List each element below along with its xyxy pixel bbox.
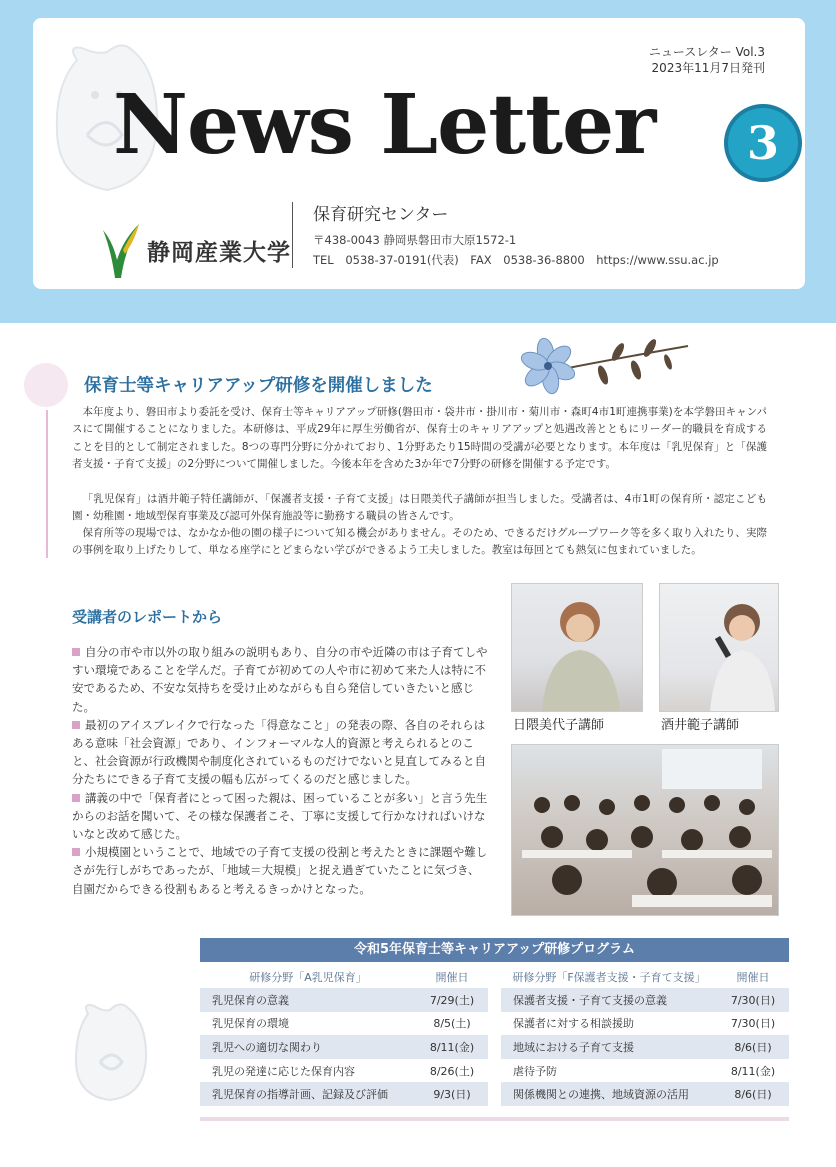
bottom-divider (200, 1117, 789, 1121)
publish-date: 2023年11月7日発刊 (651, 61, 765, 75)
table-row: 乳児への適切な関わり 8/11(金) (200, 1035, 488, 1059)
bullet-icon (72, 794, 80, 802)
program-column-right (501, 966, 789, 1106)
table-header (501, 966, 789, 988)
contact-info: TEL 0538-37-0191(代表) FAX 0538-36-8800 https://www.ssu.ac.jp (313, 253, 719, 267)
reports-heading: 受講者のレポートから (72, 608, 223, 626)
photo-caption-1: 日隈美代子講師 (513, 718, 605, 733)
page-title: News Letter (113, 77, 656, 173)
section-decoration-line (46, 410, 48, 558)
article-heading: 保育士等キャリアアップ研修を開催しました (84, 376, 433, 396)
table-row: 乳児保育の意義 7/29(土) (200, 988, 488, 1012)
article-paragraph-3: 保育所等の現場では、なかなか他の園の様子について知る機会がありません。そのため、できるだけグループワーク等を多く取り入れたり、実際の事例を取り上げたりして、単なる座学にとどまらない学びができるよう工夫しました。教室は毎回とても熱気に包まれていました。 (72, 527, 767, 557)
table-row: 虐待予防 8/11(金) (501, 1059, 789, 1083)
bullet-icon (72, 648, 80, 656)
column-header-field: 研修分野「A乳児保育」 (249, 971, 367, 984)
volume-label: ニュースレター Vol.3 (648, 45, 765, 59)
list-item: 最初のアイスブレイクで行なった「得意なこと」の発表の際、各自のそれらはある意味「社会資源」であり、インフォーマルな人的資源と考えられるとのこと、社会資源が行政機関や制度化されているものだけでないと見直してみると自分たちにできる子育て支援の幅も広がってくるのだと感じました。 (72, 717, 486, 787)
table-row: 乳児保育の指導計画、記録及び評価 9/3(日) (200, 1082, 488, 1106)
header-divider (292, 202, 293, 268)
article-paragraph-1: 本年度より、磐田市より委託を受け、保育士等キャリアアップ研修(磐田市・袋井市・掛川市・菊川市・森町4市1町連携事業)を本学磐田キャンパスにて開催することになりました。本研修は、平成29年に厚生労働省が、保育士のキャリアアップと処遇改善とともにリーダー的職員を育成することを目的として制定されました。8つの専門分野に分かれており、1分野あたり15時間の受講が必要となります。本年度は「乳児保育」と「保護者支援・子育て支援」の2分野について開催しました。今後本年を含めた3か年で7分野の研修を開催する予定です。 (72, 406, 767, 470)
bullet-icon (72, 848, 80, 856)
article-paragraph-2: 「乳児保育」は酒井範子特任講師が、「保護者支援・子育て支援」は日隈美代子講師が担当しました。受講者は、4市1町の保育所・認定こども園・幼稚園・地域型保育事業及び認可外保育施設等に勤務する職員の皆さんです。 (72, 493, 767, 523)
university-logo (101, 220, 291, 280)
table-row: 保護者に対する相談援助 7/30(日) (501, 1012, 789, 1036)
issue-info (649, 44, 765, 76)
center-name: 保育研究センター (313, 205, 449, 225)
classroom-photo (511, 744, 779, 916)
address: 〒438-0043 静岡県磐田市大原1572-1 (313, 233, 517, 247)
list-item: 講義の中で「保育者にとって困った親は、困っていることが多い」と言う先生からのお話を聞いて、その様な保護者こそ、丁寧に支援して行かなければいけないなと改めて感じた。 (72, 790, 488, 842)
column-header-date: 開催日 (435, 971, 469, 984)
lecturer-photo-1 (511, 583, 643, 712)
table-header (200, 966, 488, 988)
bullet-icon (72, 721, 80, 729)
column-header-field: 研修分野「F保護者支援・子育て支援」 (512, 971, 706, 984)
leaf-logo-icon (101, 220, 141, 280)
table-title: 令和5年保育士等キャリアアップ研修プログラム (200, 938, 789, 962)
photo-caption-2: 酒井範子講師 (661, 718, 740, 733)
table-row: 保護者支援・子育て支援の意義 7/30(日) (501, 988, 789, 1012)
section-decoration-circle (24, 363, 68, 407)
header-card (33, 18, 805, 289)
flower-illustration (518, 330, 693, 405)
list-item: 小規模園ということで、地域での子育て支援の役割と考えたときに課題や難しさが先行しがちであったが、「地域＝大規模」と捉え過ぎていたことに気づき、自園だからできる役割もあると考えるきっかけとなった。 (72, 845, 488, 896)
program-column-left (200, 966, 488, 1106)
list-item: 自分の市や市以外の取り組みの説明もあり、自分の市や近隣の市は子育てしやすい環境であることを学んだ。子育てが初めての人や市に初めて来た人は特に不安であるため、不安な気持ちを受け止めながらも自ら発信していきたいと感じた。 (72, 645, 488, 714)
column-header-date: 開催日 (736, 971, 770, 984)
issue-number-badge: 3 (724, 104, 802, 182)
program-table (200, 938, 789, 1106)
table-row: 乳児保育の環境 8/5(土) (200, 1012, 488, 1036)
table-row: 地域における子育て支援 8/6(日) (501, 1035, 789, 1059)
university-name: 静岡産業大学 (147, 239, 291, 266)
table-row: 乳児の発達に応じた保育内容 8/26(土) (200, 1059, 488, 1083)
table-row: 関係機関との連携、地域資源の活用 8/6(日) (501, 1082, 789, 1106)
lecturer-photo-2 (659, 583, 779, 712)
report-list (72, 643, 488, 898)
mascot-illustration-small (70, 1000, 150, 1105)
